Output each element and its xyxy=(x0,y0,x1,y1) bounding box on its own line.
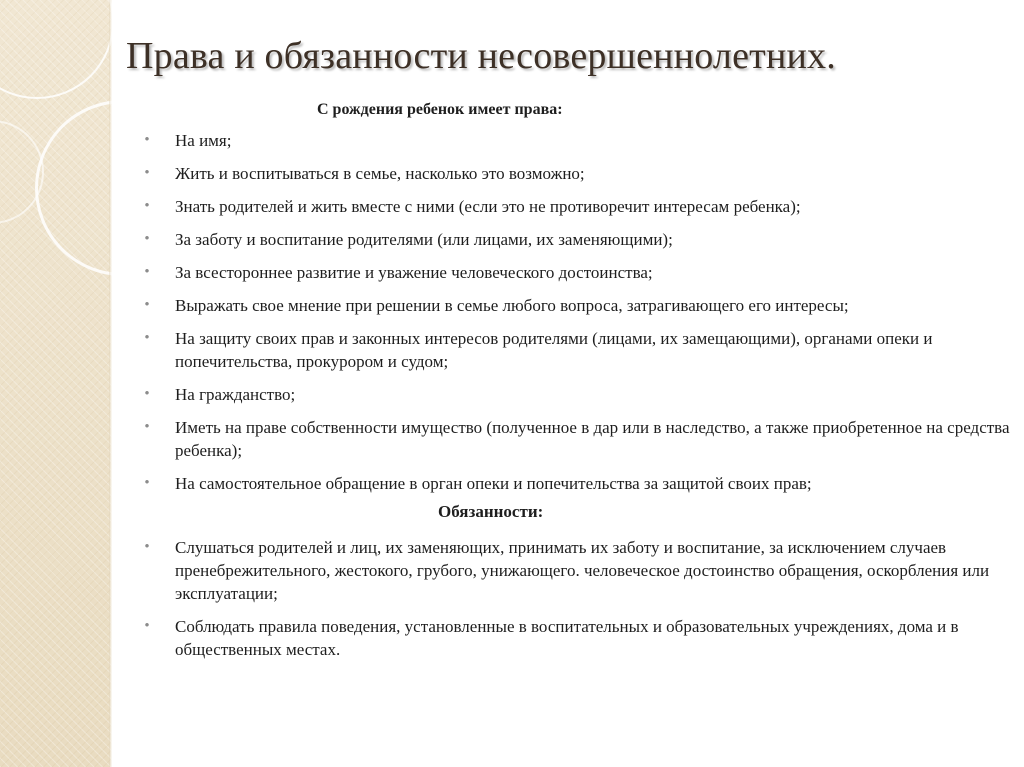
list-item xyxy=(140,129,1010,152)
list-item-text: На гражданство; xyxy=(175,385,296,404)
bullet-icon: • xyxy=(144,618,150,634)
list-item-text: Выражать свое мнение при решении в семье любого вопроса, затрагивающего его интересы; xyxy=(175,296,849,315)
list-item xyxy=(140,536,1010,605)
bullet-icon: • xyxy=(144,198,150,214)
bullet-icon: • xyxy=(144,386,150,402)
list-item xyxy=(140,228,1010,251)
list-item-text: На имя; xyxy=(175,131,232,150)
decorative-side-panel xyxy=(0,0,112,767)
list-item-text: Знать родителей и жить вместе с ними (если это не противоречит интересам ребенка); xyxy=(175,197,801,216)
list-item-text: На самостоятельное обращение в орган опеки и попечительства за защитой своих прав; xyxy=(175,474,812,493)
list-item xyxy=(140,294,1010,317)
duties-list xyxy=(140,536,1010,671)
list-item xyxy=(140,327,1010,373)
decorative-circle xyxy=(0,0,112,99)
list-item-text: Жить и воспитываться в семье, насколько это возможно; xyxy=(175,164,585,183)
bullet-icon: • xyxy=(144,231,150,247)
list-item-text: Слушаться родителей и лиц, их заменяющих, принимать их заботу и воспитание, за исключением случаев пренебрежительного, жестокого, грубого, унижающего. человеческое достоинство обращения, оскорбления или эксплуатации; xyxy=(175,538,990,603)
bullet-icon: • xyxy=(144,419,150,435)
list-item-text: За всестороннее развитие и уважение человеческого достоинства; xyxy=(175,263,653,282)
list-item xyxy=(140,195,1010,218)
duties-heading: Обязанности: xyxy=(438,502,544,521)
list-item-text: Соблюдать правила поведения, установленные в воспитательных и образовательных учреждениях, дома и в общественных местах. xyxy=(175,617,959,659)
panel-edge xyxy=(109,0,112,767)
bullet-icon: • xyxy=(144,132,150,148)
list-item xyxy=(140,615,1010,661)
list-item xyxy=(140,416,1010,462)
list-item xyxy=(140,261,1010,284)
list-item xyxy=(140,472,1010,495)
list-item-text: Иметь на праве собственности имущество (полученное в дар или в наследство, а также приобретенное на средства ребенка); xyxy=(175,418,1010,460)
bullet-icon: • xyxy=(144,297,150,313)
bullet-icon: • xyxy=(144,330,150,346)
rights-list xyxy=(140,129,1010,505)
bullet-icon: • xyxy=(144,539,150,555)
rights-heading: С рождения ребенок имеет права: xyxy=(317,101,563,118)
bullet-icon: • xyxy=(144,165,150,181)
list-item xyxy=(140,162,1010,185)
bullet-icon: • xyxy=(144,475,150,491)
list-item-text: За заботу и воспитание родителями (или лицами, их заменяющими); xyxy=(175,230,673,249)
list-item-text: На защиту своих прав и законных интересов родителями (лицами, их замещающими), органами опеки и попечительства, прокурором и судом; xyxy=(175,329,933,371)
bullet-icon: • xyxy=(144,264,150,280)
list-item xyxy=(140,383,1010,406)
decorative-circle xyxy=(35,100,112,276)
slide-title: Права и обязанности несовершеннолетних. xyxy=(126,35,836,77)
